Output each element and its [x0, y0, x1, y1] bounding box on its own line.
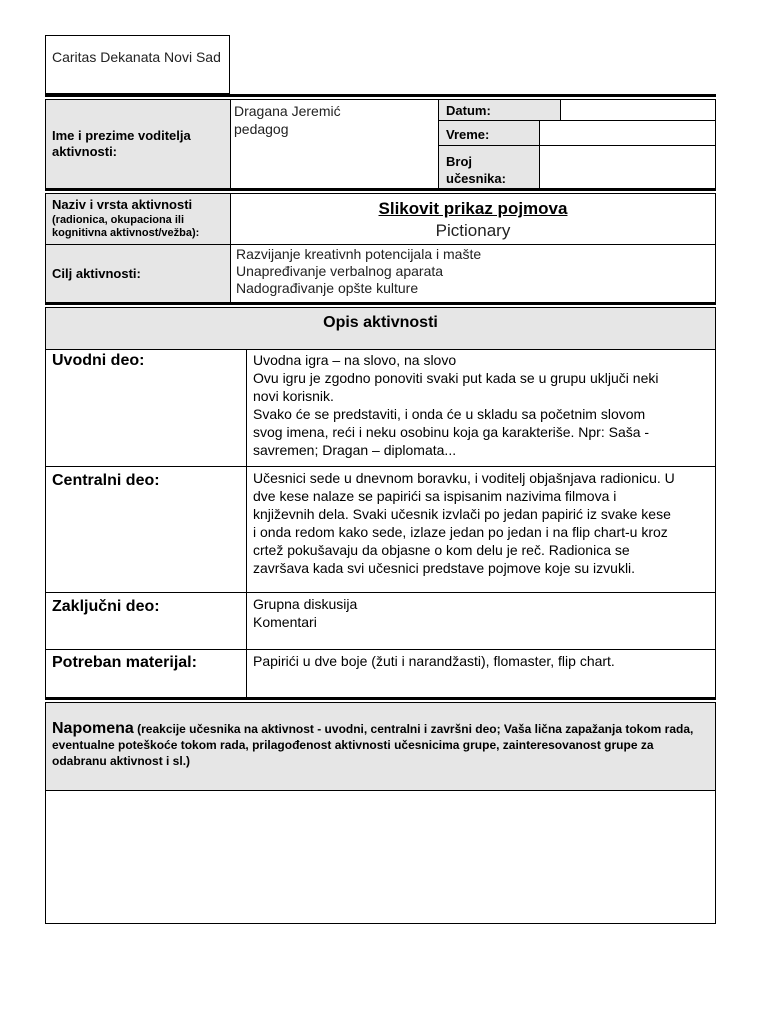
- section-line: Komentari: [253, 614, 317, 630]
- activity-label: Naziv i vrsta aktivnosti: [52, 197, 193, 212]
- divider-thick: [45, 697, 716, 700]
- activity-title: Slikovit prikaz pojmova: [378, 199, 568, 218]
- description-header: Opis aktivnosti: [323, 314, 438, 331]
- vline: [45, 194, 46, 302]
- section-title-zakljucni: Zaključni deo:: [52, 598, 160, 615]
- divider-thick: [45, 94, 716, 97]
- goal-line: Nadograđivanje opšte kulture: [236, 280, 419, 296]
- count-label-line1: Broj: [446, 154, 472, 169]
- date-label: Datum:: [446, 103, 491, 118]
- row-divider: [45, 349, 716, 350]
- row-divider: [45, 466, 716, 467]
- section-title-centralni: Centralni deo:: [52, 472, 160, 489]
- vline: [45, 308, 46, 698]
- section-line: novi korisnik.: [253, 388, 334, 404]
- vline: [230, 194, 231, 302]
- leader-name: Dragana Jeremić: [234, 103, 341, 119]
- section-title-materijal: Potreban materijal:: [52, 654, 197, 671]
- section-line: završava kada svi učesnici predstave pojmove koje su izvukli.: [253, 560, 636, 576]
- section-line: Svako će se predstaviti, i onda će u skladu sa početnim slovom: [253, 406, 646, 422]
- section-line: Papirići u dve boje (žuti i narandžasti), flomaster, flip chart.: [253, 653, 615, 669]
- org-box: [45, 35, 230, 94]
- meta-vline: [539, 120, 540, 188]
- note-text: (reakcije učesnika na aktivnost - uvodni, centralni i završni deo; Vaša lična zapažanja tokom rada, eventualne poteškoće tokom rada, prilagođenost aktivnosti učesnicima grupe, zainteresovanost grupe za odabranu aktivnost i sl.): [52, 722, 694, 768]
- leader-role: pedagog: [234, 121, 289, 137]
- leader-label: Ime i prezime voditelja aktivnosti:: [52, 128, 191, 159]
- goal-line: Razvijanje kreativnh potencijala i mašte: [236, 246, 482, 262]
- vline: [715, 308, 716, 698]
- org-name: Caritas Dekanata Novi Sad: [52, 49, 221, 65]
- vline: [246, 350, 247, 698]
- vline: [45, 703, 46, 924]
- row-divider: [45, 592, 716, 593]
- meta-vline: [560, 100, 561, 120]
- vline: [715, 194, 716, 302]
- section-line: Učesnici sede u dnevnom boravku, i voditelj objašnjava radionicu. U: [253, 470, 675, 486]
- vline: [45, 100, 46, 188]
- vline: [230, 100, 231, 188]
- section-line: svog imena, reći i neku osobinu koja ga karakteriše. Npr: Saša -: [253, 424, 650, 440]
- meta-hline: [438, 145, 716, 146]
- goal-line: Unapređivanje verbalnog aparata: [236, 263, 444, 279]
- section-line: Ovu igru je zgodno ponoviti svaki put kada se u grupu uključi neki: [253, 370, 659, 386]
- vline: [715, 703, 716, 924]
- section-line: Uvodna igra – na slovo, na slovo: [253, 352, 457, 368]
- activity-label-sub: (radionica, okupaciona ili kognitivna aktivnost/vežba):: [52, 214, 200, 239]
- activity-subtitle: Pictionary: [435, 221, 511, 240]
- row-divider: [45, 923, 716, 924]
- vline: [715, 100, 716, 188]
- meta-hline: [438, 120, 716, 121]
- section-line: savremen; Dragan – diplomata...: [253, 442, 457, 458]
- note-title: Napomena: [52, 720, 134, 737]
- section-line: crtež pokušavaju da objasne o kom delu je reč. Radionica se: [253, 542, 630, 558]
- note-answer-area[interactable]: [46, 791, 715, 923]
- divider-thick: [45, 188, 716, 191]
- note: [52, 721, 708, 769]
- divider-thick: [45, 302, 716, 305]
- row-divider: [45, 649, 716, 650]
- section-line: književnih dela. Svaki učesnik izvlači po jedan papirić iz svake kese: [253, 506, 671, 522]
- time-label: Vreme:: [446, 127, 490, 142]
- section-line: i onda redom kako sede, izlaze jedan po jedan i na flip chart-u kroz: [253, 524, 668, 540]
- count-label-line2: učesnika:: [446, 171, 506, 186]
- goal-label: Cilj aktivnosti:: [52, 266, 141, 281]
- section-line: dve kese nalaze se papirići sa ispisanim nazivima filmova i: [253, 488, 617, 504]
- section-title-uvodni: Uvodni deo:: [52, 352, 145, 369]
- section-line: Grupna diskusija: [253, 596, 358, 612]
